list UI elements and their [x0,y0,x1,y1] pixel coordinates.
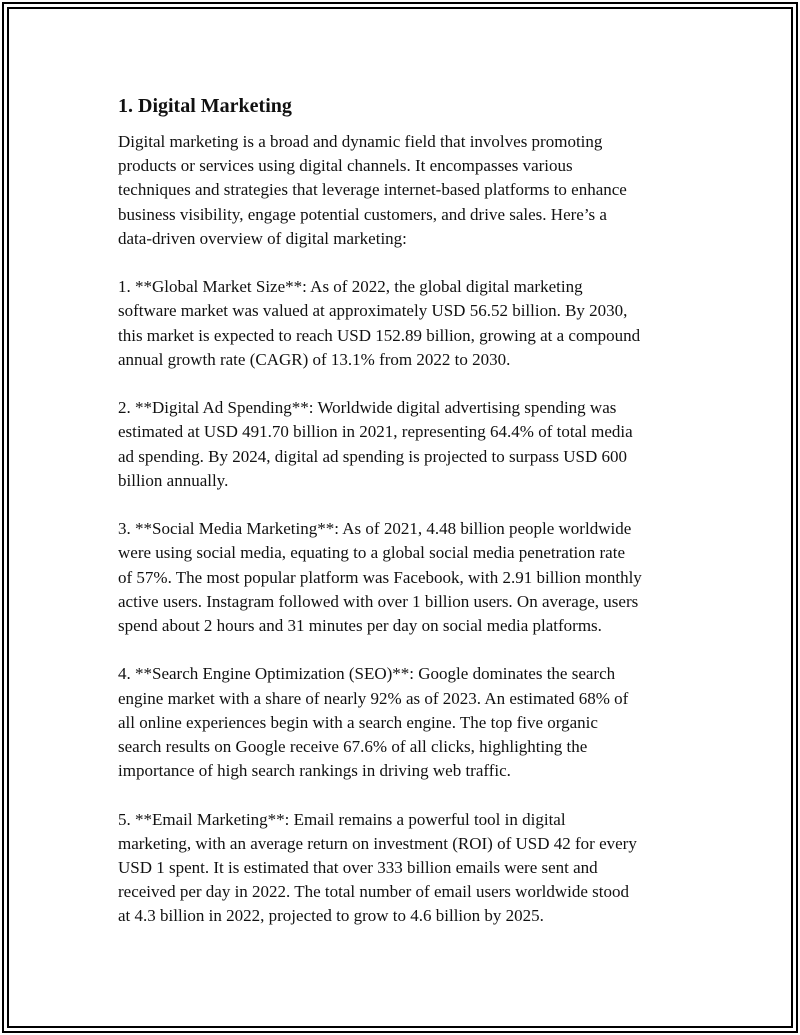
paragraph-line: software market was valued at approximately USD 56.52 billion. By 2030, [118,301,628,321]
paragraph-line: received per day in 2022. The total number of email users worldwide stood [118,882,629,902]
paragraph-line: engine market with a share of nearly 92% as of 2023. An estimated 68% of [118,688,629,708]
paragraph-line: business visibility, engage potential customers, and drive sales. Here’s a [118,204,607,224]
intro-paragraph [118,130,696,251]
paragraph-line: Digital marketing is a broad and dynamic field that involves promoting [118,132,603,151]
paragraph-line: this market is expected to reach USD 152.89 billion, growing at a compound [118,325,641,345]
paragraph-line: estimated at USD 491.70 billion in 2021, representing 64.4% of total media [118,422,633,442]
paragraph-line: 4. **Search Engine Optimization (SEO)**: Google dominates the search [118,664,616,684]
paragraph-line: active users. Instagram followed with over 1 billion users. On average, users [118,591,639,611]
paragraph-line: 2. **Digital Ad Spending**: Worldwide digital advertising spending was [118,398,617,418]
paragraph-line: 1. **Global Market Size**: As of 2022, the global digital marketing [118,277,583,297]
paragraph-line: spend about 2 hours and 31 minutes per day on social media platforms. [118,616,602,636]
paragraph-line: ad spending. By 2024, digital ad spending is projected to surpass USD 600 [118,446,628,466]
paragraph-line: importance of high search rankings in driving web traffic. [118,761,511,781]
ad-spending-paragraph [118,396,696,493]
paragraph-line: of 57%. The most popular platform was Facebook, with 2.91 billion monthly [118,567,642,587]
paragraph-line: data-driven overview of digital marketing: [118,228,407,248]
paragraph-line: USD 1 spent. It is estimated that over 333 billion emails were sent and [118,858,598,878]
email-marketing-paragraph [118,808,696,929]
paragraph-line: marketing, with an average return on investment (ROI) of USD 42 for every [118,833,637,853]
paragraph-line: billion annually. [118,470,229,490]
social-media-paragraph [118,517,696,638]
paragraph-line: were using social media, equating to a global social media penetration rate [118,543,625,563]
paragraph-line: techniques and strategies that leverage internet-based platforms to enhance [118,180,627,200]
paragraph-line: products or services using digital channels. It encompasses various [118,156,573,176]
seo-paragraph [118,662,696,783]
paragraph-line: annual growth rate (CAGR) of 13.1% from 2022 to 2030. [118,349,511,369]
paragraph-line: 5. **Email Marketing**: Email remains a powerful tool in digital [118,809,566,829]
paragraph-line: search results on Google receive 67.6% of all clicks, highlighting the [118,737,588,757]
paragraph-line: all online experiences begin with a search engine. The top five organic [118,712,598,732]
document-body [118,92,696,929]
market-size-paragraph [118,275,696,372]
section-heading: 1. Digital Marketing [118,95,292,117]
paragraph-line: at 4.3 billion in 2022, projected to grow to 4.6 billion by 2025. [118,906,544,926]
paragraph-line: 3. **Social Media Marketing**: As of 2021, 4.48 billion people worldwide [118,519,632,539]
